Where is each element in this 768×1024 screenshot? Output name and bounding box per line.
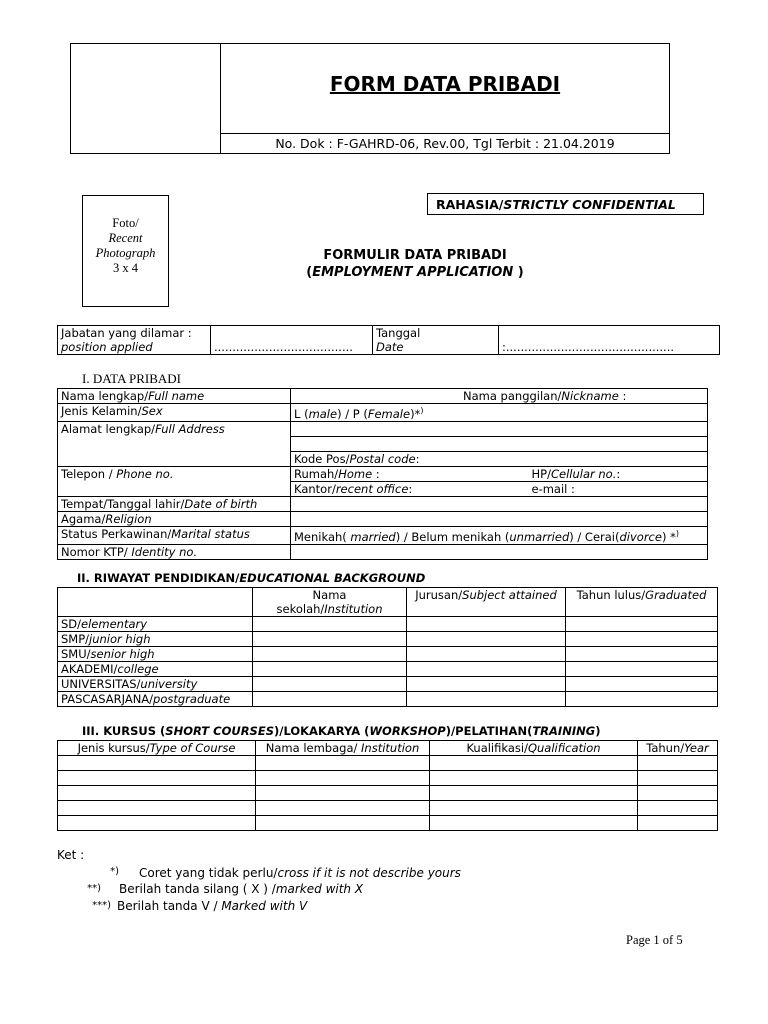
sex-field[interactable]: L (male) / P (Female)*) [291, 404, 708, 422]
ktp-label: Nomor KTP/ Identity no. [58, 544, 291, 559]
education-school-cell[interactable] [253, 647, 407, 662]
position-label-en: position applied [58, 340, 211, 355]
education-major-cell[interactable] [407, 692, 566, 707]
education-level: SMU/senior high [58, 647, 253, 662]
header-box [70, 43, 670, 154]
education-school-cell[interactable] [253, 677, 407, 692]
course-cell[interactable] [58, 756, 256, 771]
course-cell[interactable] [430, 801, 638, 816]
email-field[interactable]: e-mail : [500, 481, 708, 496]
address-label: Alamat lengkap/Full Address [58, 421, 291, 466]
course-cell[interactable] [256, 786, 430, 801]
table-row [58, 801, 718, 816]
document-number: No. Dok : F-GAHRD-06, Rev.00, Tgl Terbit : 21.04.2019 [221, 133, 669, 154]
course-cell[interactable] [58, 786, 256, 801]
section-1-title: I. DATA PRIBADI [82, 371, 181, 386]
education-major-cell[interactable] [407, 617, 566, 632]
section-2-title: II. RIWAYAT PENDIDIKAN/EDUCATIONAL BACKGROUND [77, 571, 426, 585]
date-label: Tanggal [373, 326, 499, 341]
course-header-type: Jenis kursus/Type of Course [58, 741, 256, 756]
education-level: SD/elementary [58, 617, 253, 632]
date-field-top[interactable] [499, 326, 720, 341]
photo-label-en: Recent [108, 231, 143, 245]
course-cell[interactable] [256, 801, 430, 816]
ktp-field[interactable] [291, 544, 708, 559]
course-cell[interactable] [638, 771, 718, 786]
course-header-qualification: Kualifikasi/Qualification [430, 741, 638, 756]
course-cell[interactable] [256, 771, 430, 786]
education-header-year: Tahun lulus/Graduated [566, 588, 718, 617]
course-cell[interactable] [638, 756, 718, 771]
course-cell[interactable] [58, 801, 256, 816]
table-row [58, 692, 718, 707]
course-cell[interactable] [58, 771, 256, 786]
course-cell[interactable] [256, 816, 430, 831]
course-cell[interactable] [638, 816, 718, 831]
education-year-cell[interactable] [566, 692, 718, 707]
position-field[interactable]: ...................................... [211, 340, 373, 355]
form-title [230, 247, 600, 281]
phone-label: Telepon / Phone no. [58, 466, 291, 496]
course-cell[interactable] [430, 771, 638, 786]
fullname-label: Nama lengkap/Full name [58, 389, 291, 404]
table-row [58, 771, 718, 786]
notes-title: Ket : [57, 848, 85, 862]
confidential-badge: RAHASIA/STRICTLY CONFIDENTIAL [427, 193, 704, 215]
table-row [58, 786, 718, 801]
education-level: PASCASARJANA/postgraduate [58, 692, 253, 707]
photo-label-en-2: Photograph [95, 246, 156, 260]
education-header-school: Nama sekolah/Institution [253, 588, 407, 617]
table-row [58, 617, 718, 632]
table-row [58, 677, 718, 692]
education-major-cell[interactable] [407, 647, 566, 662]
position-table [57, 325, 720, 355]
section-3-title: III. KURSUS (SHORT COURSES)/LOKAKARYA (WORKSHOP)/PELATIHAN(TRAINING) [82, 724, 601, 738]
page-number: Page 1 of 5 [626, 933, 683, 947]
religion-label: Agama/Religion [58, 511, 291, 526]
education-school-cell[interactable] [253, 692, 407, 707]
course-cell[interactable] [638, 801, 718, 816]
education-level: AKADEMI/college [58, 662, 253, 677]
note-1: *) Coret yang tidak perlu/cross if it is not describe yours [110, 865, 461, 880]
education-major-cell[interactable] [407, 632, 566, 647]
form-title-en: (EMPLOYMENT APPLICATION ) [306, 265, 524, 280]
education-header-major: Jurusan/Subject attained [407, 588, 566, 617]
education-year-cell[interactable] [566, 632, 718, 647]
birth-field[interactable] [291, 496, 708, 511]
note-2: **) Berilah tanda silang ( X ) /marked with X [87, 882, 364, 896]
education-table [57, 587, 718, 707]
postal-code-field[interactable]: Kode Pos/Postal code: [291, 451, 708, 466]
table-row [58, 662, 718, 677]
table-row [58, 816, 718, 831]
nickname-field[interactable]: Nama panggilan/Nickname : [291, 389, 708, 404]
position-label: Jabatan yang dilamar : [58, 326, 211, 341]
course-header-year: Tahun/Year [638, 741, 718, 756]
education-header-level [58, 588, 253, 617]
education-school-cell[interactable] [253, 632, 407, 647]
home-phone-field[interactable]: Rumah/Home : [291, 466, 500, 481]
education-year-cell[interactable] [566, 647, 718, 662]
education-major-cell[interactable] [407, 677, 566, 692]
marital-label: Status Perkawinan/Marital status [58, 526, 291, 544]
office-phone-field[interactable]: Kantor/recent office: [291, 481, 500, 496]
logo-area [71, 44, 221, 153]
personal-data-table [57, 388, 708, 560]
photo-box[interactable] [82, 195, 169, 307]
education-year-cell[interactable] [566, 662, 718, 677]
course-cell[interactable] [58, 816, 256, 831]
position-field-top[interactable] [211, 326, 373, 341]
date-label-en: Date [373, 340, 499, 355]
table-row [58, 756, 718, 771]
course-cell[interactable] [430, 816, 638, 831]
notes [57, 848, 461, 914]
course-cell[interactable] [430, 786, 638, 801]
education-year-cell[interactable] [566, 677, 718, 692]
page-title: FORM DATA PRIBADI [329, 72, 561, 96]
marital-field[interactable]: Menikah( married) / Belum menikah (unmarried) / Cerai(divorce) *) [291, 526, 708, 544]
education-major-cell[interactable] [407, 662, 566, 677]
religion-field[interactable] [291, 511, 708, 526]
education-level: UNIVERSITAS/university [58, 677, 253, 692]
sex-label: Jenis Kelamin/Sex [58, 404, 291, 422]
education-school-cell[interactable] [253, 617, 407, 632]
education-level: SMP/junior high [58, 632, 253, 647]
course-header-institution: Nama lembaga/ Institution [256, 741, 430, 756]
photo-label: Foto/ [112, 216, 139, 230]
cellular-field[interactable]: HP/Cellular no.: [500, 466, 708, 481]
date-field[interactable]: :.............................................. [499, 340, 720, 355]
table-row [58, 647, 718, 662]
course-cell[interactable] [256, 756, 430, 771]
birth-label: Tempat/Tanggal lahir/Date of birth [58, 496, 291, 511]
address-field-2[interactable] [291, 436, 708, 451]
courses-table [57, 740, 718, 831]
table-row [58, 632, 718, 647]
education-year-cell[interactable] [566, 617, 718, 632]
course-cell[interactable] [430, 756, 638, 771]
photo-size: 3 x 4 [113, 261, 138, 275]
address-field-1[interactable] [291, 421, 708, 436]
course-cell[interactable] [638, 786, 718, 801]
education-school-cell[interactable] [253, 662, 407, 677]
note-3: ***) Berilah tanda V / Marked with V [92, 898, 308, 913]
form-title-id: FORMULIR DATA PRIBADI [323, 248, 507, 263]
